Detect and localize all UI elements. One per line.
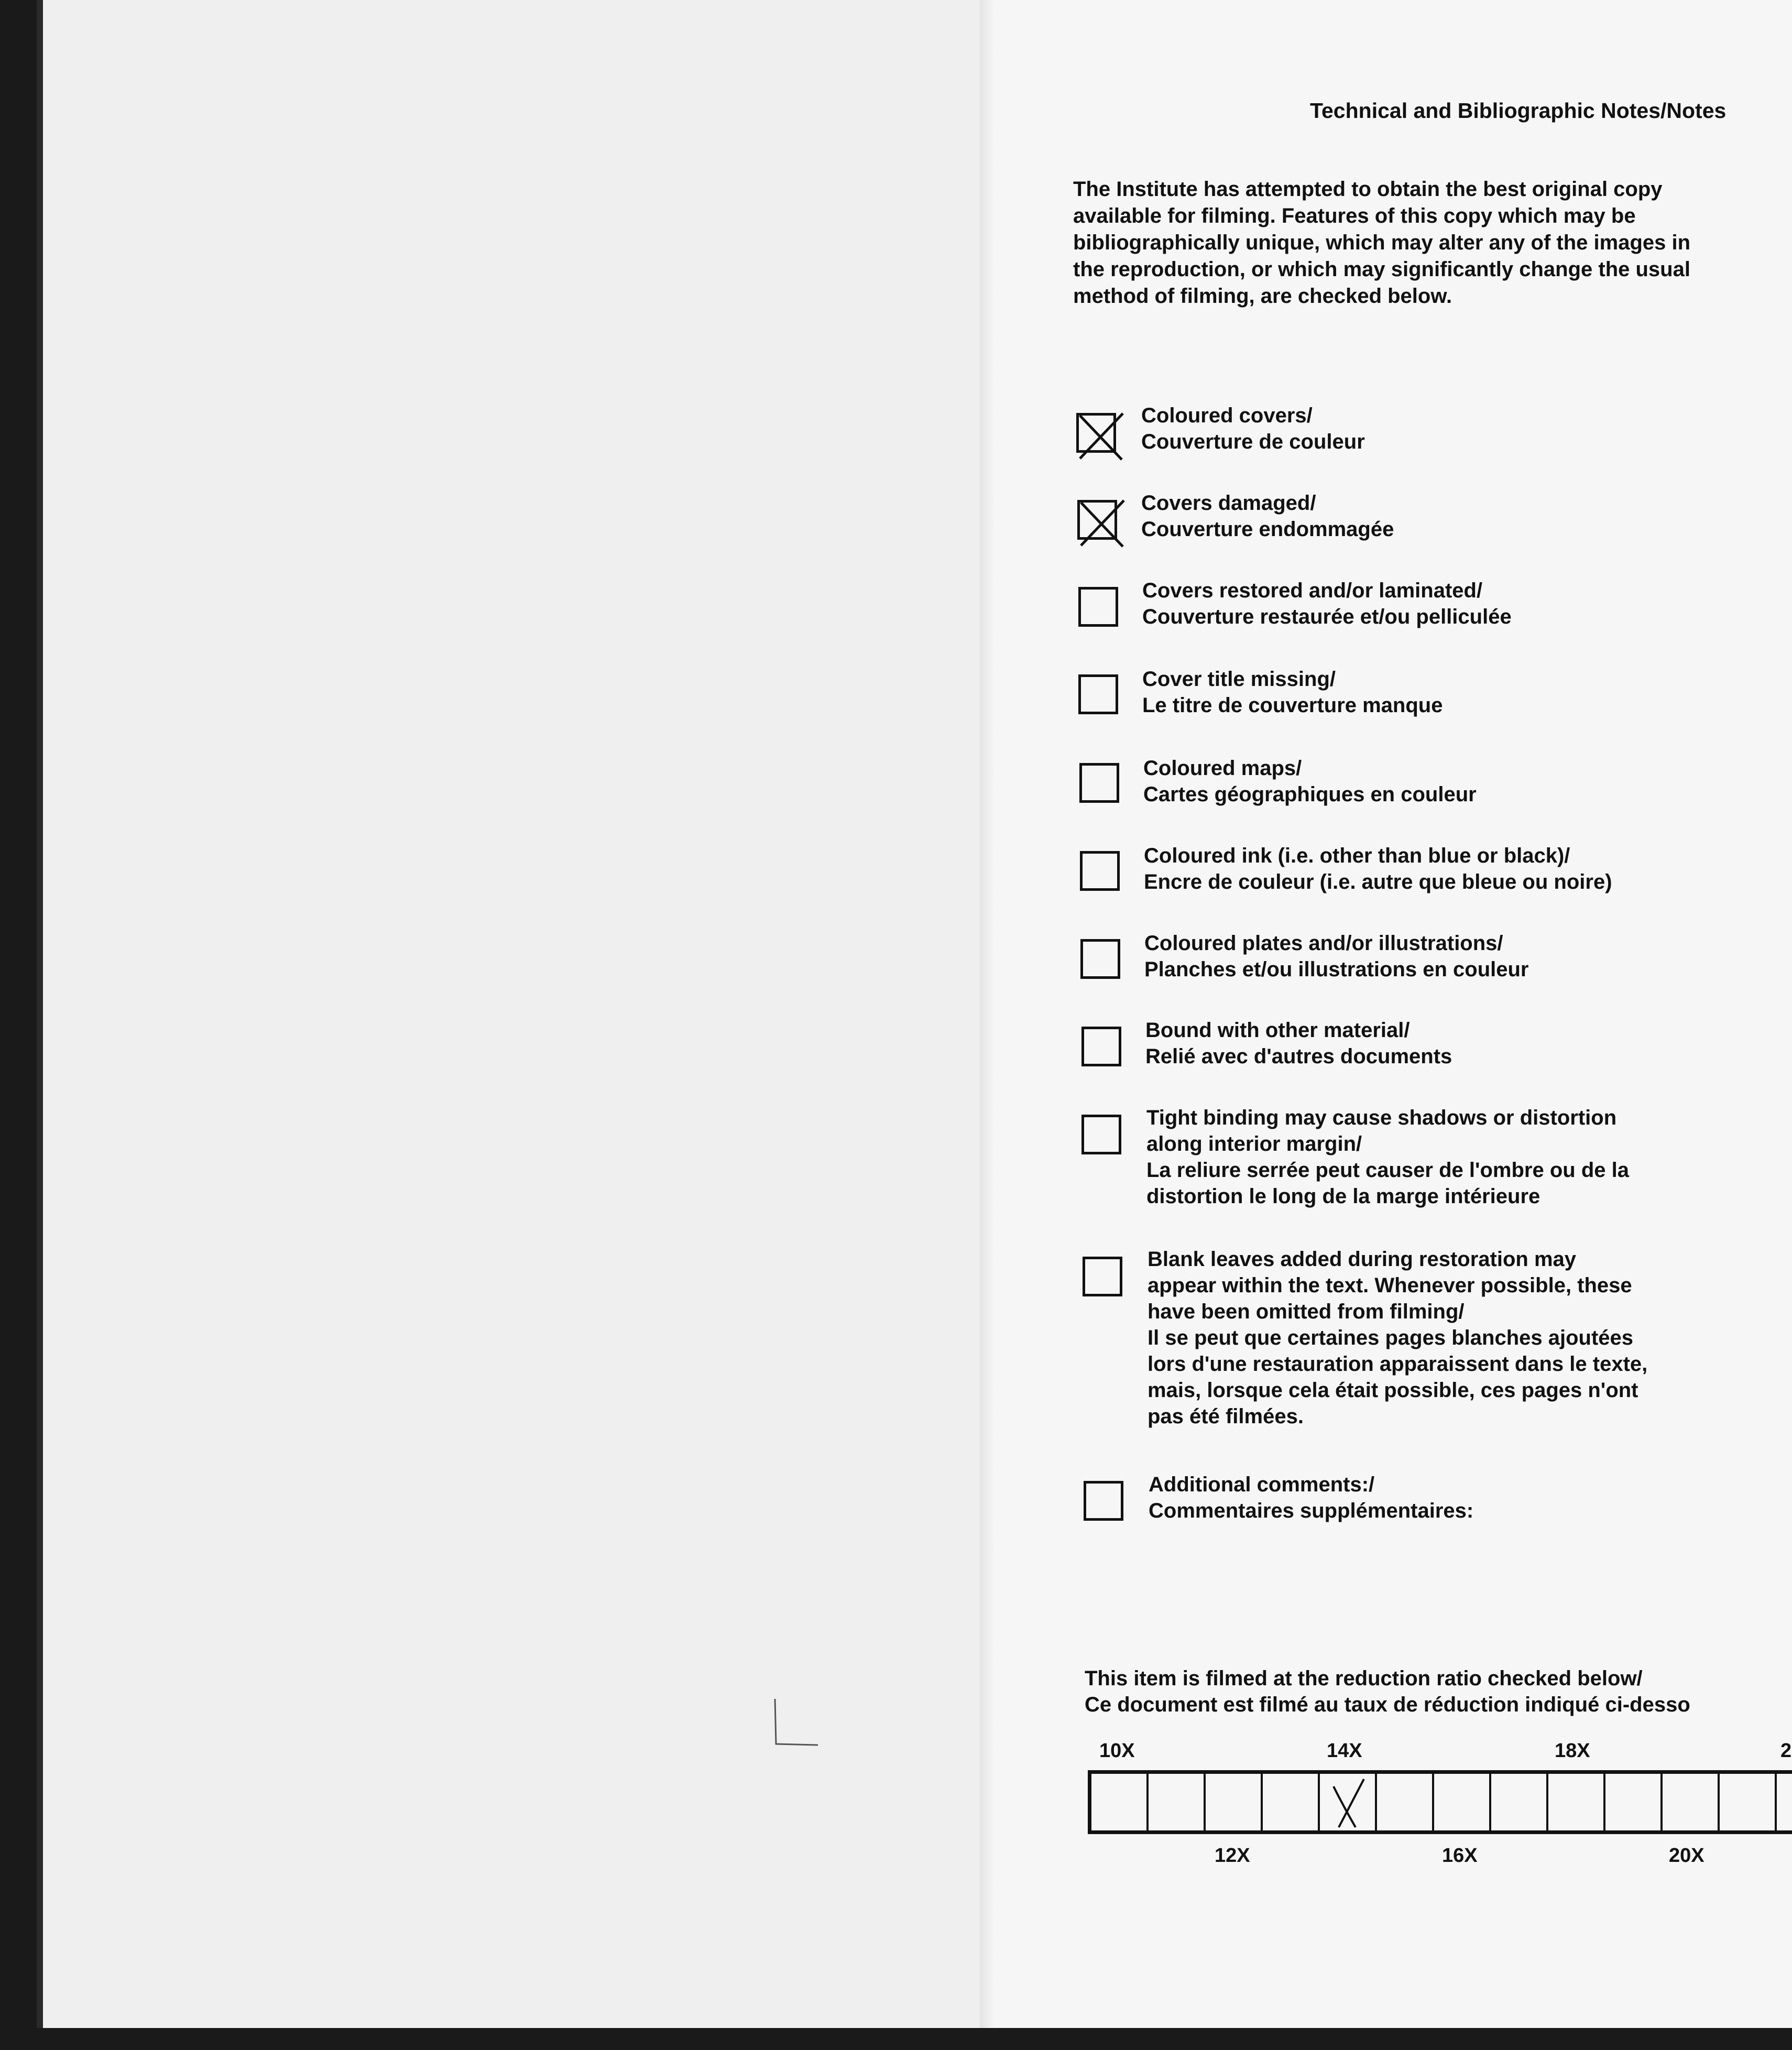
ratio-cell[interactable] [1491, 1774, 1548, 1830]
tick-22x-partial: 2 [1780, 1740, 1792, 1762]
ratio-cell[interactable] [1548, 1774, 1605, 1830]
checkbox-11[interactable] [1084, 1481, 1123, 1521]
checklist-label-8: Bound with other material/ Relié avec d'autres documents [1145, 1019, 1452, 1068]
corner-mark [773, 1698, 820, 1750]
page-edge-shadow [37, 0, 43, 2028]
ratio-cell[interactable] [1663, 1774, 1720, 1830]
checkbox-9[interactable] [1081, 1115, 1121, 1154]
reduction-ratio-grid [1088, 1770, 1792, 1834]
checkbox-2[interactable] [1077, 500, 1117, 540]
ratio-cell[interactable] [1777, 1774, 1792, 1830]
checkbox-7[interactable] [1080, 939, 1120, 979]
tick-10x: 10X [1099, 1740, 1135, 1762]
reduction-statement [1085, 1665, 1690, 1718]
checklist-label-3: Covers restored and/or laminated/ Couverture restaurée et/ou pelliculée [1142, 579, 1512, 628]
checkbox-10[interactable] [1083, 1257, 1122, 1296]
checkbox-6[interactable] [1080, 851, 1120, 891]
ratio-cell[interactable] [1434, 1774, 1491, 1830]
reduction-line-fr: Ce document est filmé au taux de réduction indiqué ci-desso [1085, 1693, 1690, 1716]
ratio-cell[interactable] [1377, 1774, 1434, 1830]
checklist-label-4: Cover title missing/ Le titre de couverture manque [1142, 668, 1443, 717]
checkbox-5[interactable] [1079, 763, 1119, 803]
reduction-line-en: This item is filmed at the reduction ratio checked below/ [1085, 1667, 1643, 1690]
page-heading: Technical and Bibliographic Notes/Notes [1310, 99, 1727, 123]
checklist-label-2: Covers damaged/ Couverture endommagée [1141, 492, 1394, 541]
page-gutter [980, 0, 996, 2028]
check-x-icon [1075, 408, 1127, 463]
checklist-label-1: Coloured covers/ Couverture de couleur [1141, 404, 1365, 453]
checkbox-3[interactable] [1078, 587, 1118, 627]
checkbox-4[interactable] [1078, 674, 1118, 714]
left-blank-page [37, 0, 980, 2028]
tick-18x: 18X [1555, 1740, 1590, 1762]
tick-16x: 16X [1442, 1845, 1478, 1867]
intro-paragraph: The Institute has attempted to obtain the best original copy available for filming. Features of this copy which may be bibliographically unique, which may alter any of the images in the reproduction, or which may significantly change the usual method of filming, are checked below. [1073, 178, 1691, 308]
check-x-icon [1076, 495, 1128, 550]
ratio-cell[interactable] [1605, 1774, 1663, 1830]
checklist-label-11: Additional comments:/ Commentaires supplémentaires: [1149, 1473, 1474, 1522]
tick-20x: 20X [1669, 1845, 1704, 1867]
checklist-label-6: Coloured ink (i.e. other than blue or black)/ Encre de couleur (i.e. autre que bleue ou noire) [1144, 844, 1612, 893]
tick-12x: 12X [1215, 1845, 1250, 1867]
checklist-label-5: Coloured maps/ Cartes géographiques en couleur [1143, 757, 1477, 806]
ratio-cell[interactable] [1320, 1774, 1377, 1830]
ratio-cell[interactable] [1091, 1774, 1149, 1830]
tick-14x: 14X [1327, 1740, 1362, 1762]
checklist-label-7: Coloured plates and/or illustrations/ Planches et/ou illustrations en couleur [1144, 932, 1529, 981]
checklist-label-10: Blank leaves added during restoration may appear within the text. Whenever possible, these have been omitted from filming/ Il se peut que certaines pages blanches ajoutées lors d'une restauration apparaissent dans le texte, mais, lorsque cela était possible, ces pages n'ont pas été filmées. [1148, 1248, 1648, 1428]
checkbox-1[interactable] [1076, 413, 1116, 453]
checkbox-8[interactable] [1081, 1027, 1121, 1066]
handwritten-x-icon [1323, 1776, 1370, 1830]
ratio-cell[interactable] [1206, 1774, 1263, 1830]
ratio-cell[interactable] [1263, 1774, 1320, 1830]
checklist-label-9: Tight binding may cause shadows or distortion along interior margin/ La reliure serrée peut causer de l'ombre ou de la distortion le long de la marge intérieure [1146, 1106, 1629, 1208]
ratio-cell[interactable] [1720, 1774, 1777, 1830]
ratio-cell[interactable] [1149, 1774, 1206, 1830]
